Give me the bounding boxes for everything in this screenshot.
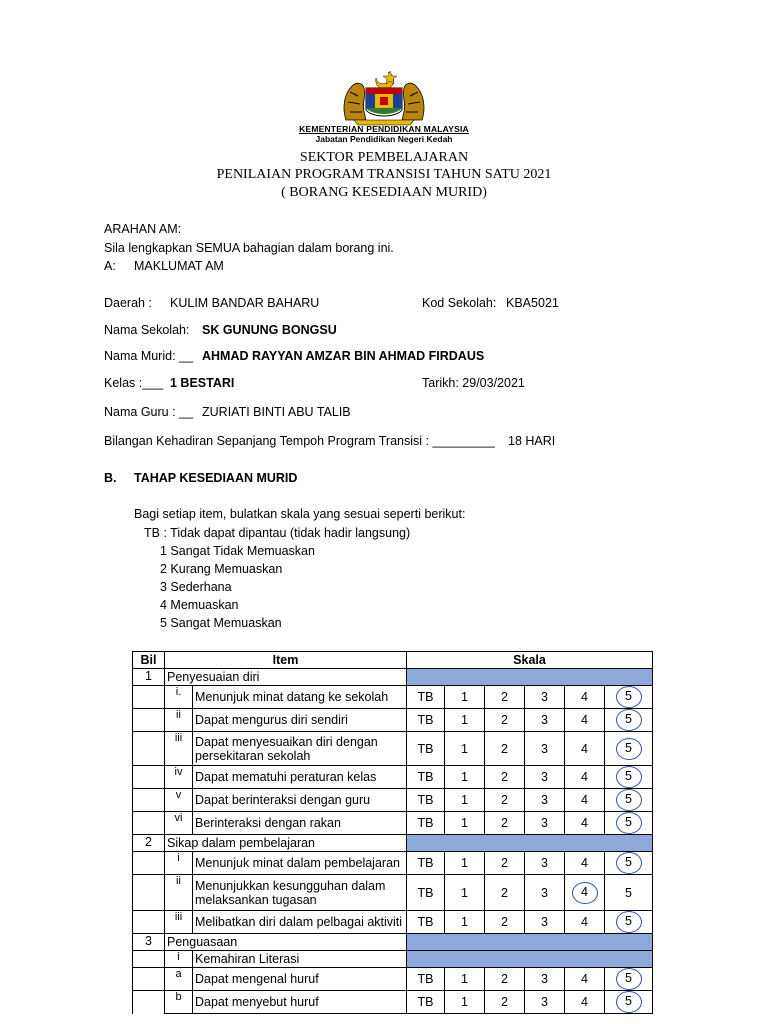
bil-spacer bbox=[133, 732, 165, 766]
selected-circle: 5 bbox=[616, 852, 642, 874]
scale-label: 3 bbox=[541, 741, 548, 756]
scale-cell-5[interactable] bbox=[605, 709, 653, 732]
scale-cell-3[interactable] bbox=[525, 852, 565, 875]
scale-label: TB bbox=[417, 995, 434, 1009]
bil-spacer bbox=[133, 911, 165, 934]
kelas-value: 1 BESTARI bbox=[170, 376, 235, 390]
scale-cell-3[interactable] bbox=[525, 875, 565, 911]
department-name: Jabatan Pendidikan Negeri Kedah bbox=[315, 134, 453, 144]
scale-label: 2 bbox=[501, 885, 508, 900]
murid-value: AHMAD RAYYAN AMZAR BIN AHMAD FIRDAUS bbox=[202, 349, 485, 363]
bil-spacer bbox=[133, 951, 165, 968]
header-skala: Skala bbox=[407, 652, 653, 669]
scale-label: TB bbox=[417, 885, 434, 900]
header-bil: Bil bbox=[133, 652, 165, 669]
item-text: Dapat menyesuaikan diri dengan persekitaran sekolah bbox=[193, 732, 407, 766]
table-row bbox=[133, 686, 653, 709]
scale-cell-tb[interactable] bbox=[407, 709, 445, 732]
scale-cell-tb[interactable] bbox=[407, 991, 445, 1014]
bil-number: 1 bbox=[133, 669, 165, 686]
scale-label: 2 bbox=[501, 915, 508, 929]
scale-cell-5[interactable] bbox=[605, 766, 653, 789]
scale-cell-2[interactable] bbox=[485, 686, 525, 709]
scale-cell-tb[interactable] bbox=[407, 852, 445, 875]
sub-number: v bbox=[165, 789, 193, 812]
sub-number: a bbox=[165, 968, 193, 991]
scale-cell-1[interactable] bbox=[445, 789, 485, 812]
scale-label: TB bbox=[417, 741, 434, 756]
scale-label: 4 bbox=[581, 915, 588, 929]
scale-label: 3 bbox=[541, 713, 548, 727]
sub-number: i bbox=[165, 852, 193, 875]
scale-legend-4: 4 Memuaskan bbox=[160, 598, 239, 612]
tarikh-text: Tarikh: 29/03/2021 bbox=[422, 376, 525, 390]
bil-spacer bbox=[133, 968, 165, 991]
selected-circle: 5 bbox=[616, 789, 642, 811]
item-text: Dapat menyebut huruf bbox=[193, 991, 407, 1014]
scale-label: TB bbox=[417, 915, 434, 929]
scale-cell-5[interactable] bbox=[605, 852, 653, 875]
group-shade bbox=[407, 669, 653, 686]
item-text: Dapat mengurus diri sendiri bbox=[193, 709, 407, 732]
scale-cell-1[interactable] bbox=[445, 709, 485, 732]
scale-label: 1 bbox=[461, 770, 468, 784]
daerah-label: Daerah : bbox=[104, 296, 152, 310]
bil-spacer bbox=[133, 789, 165, 812]
scale-cell-3[interactable] bbox=[525, 968, 565, 991]
scale-legend-tb: TB : Tidak dapat dipantau (tidak hadir langsung) bbox=[144, 526, 411, 540]
bil-spacer bbox=[133, 766, 165, 789]
scale-cell-1[interactable] bbox=[445, 875, 485, 911]
kehadiran-label: Bilangan Kehadiran Sepanjang Tempoh Program Transisi : _________ bbox=[104, 434, 496, 448]
table-row bbox=[133, 812, 653, 835]
scale-cell-2[interactable] bbox=[485, 812, 525, 835]
scale-cell-4[interactable] bbox=[565, 709, 605, 732]
item-text: Menunjuk minat dalam pembelajaran bbox=[193, 852, 407, 875]
item-text: Berinteraksi dengan rakan bbox=[193, 812, 407, 835]
murid-label: Nama Murid: __ bbox=[104, 349, 193, 363]
scale-cell-3[interactable] bbox=[525, 732, 565, 766]
scale-label: 2 bbox=[501, 972, 508, 986]
scale-cell-1[interactable] bbox=[445, 911, 485, 934]
assessment-table bbox=[132, 651, 653, 1014]
bil-spacer bbox=[133, 709, 165, 732]
scale-label: TB bbox=[417, 690, 434, 704]
header-item: Item bbox=[165, 652, 407, 669]
scale-cell-1[interactable] bbox=[445, 766, 485, 789]
sub-number: b bbox=[165, 991, 193, 1014]
table-row bbox=[133, 789, 653, 812]
scale-label: 3 bbox=[541, 793, 548, 807]
scale-cell-5[interactable] bbox=[605, 732, 653, 766]
scale-cell-4[interactable] bbox=[565, 911, 605, 934]
table-row bbox=[133, 732, 653, 766]
sub-number: ii bbox=[165, 875, 193, 911]
item-text: Melibatkan diri dalam pelbagai aktiviti bbox=[193, 911, 407, 934]
bil-spacer bbox=[133, 991, 165, 1014]
selected-circle: 5 bbox=[616, 812, 642, 834]
section-b-title: TAHAP KESEDIAAN MURID bbox=[134, 471, 298, 485]
scale-cell-1[interactable] bbox=[445, 852, 485, 875]
scale-legend-3: 3 Sederhana bbox=[160, 580, 232, 594]
scale-cell-2[interactable] bbox=[485, 875, 525, 911]
bil-spacer bbox=[133, 686, 165, 709]
scale-cell-4[interactable] bbox=[565, 968, 605, 991]
group-row bbox=[133, 669, 653, 686]
scale-cell-4[interactable] bbox=[565, 732, 605, 766]
group-title: Penguasaan bbox=[165, 934, 407, 951]
sub-number: i. bbox=[165, 686, 193, 709]
ministry-name: KEMENTERIAN PENDIDIKAN MALAYSIA bbox=[299, 124, 469, 134]
scale-label: 2 bbox=[501, 856, 508, 870]
scale-label: 4 bbox=[581, 972, 588, 986]
scale-label: 4 bbox=[581, 713, 588, 727]
scale-label: 3 bbox=[541, 972, 548, 986]
scale-cell-2[interactable] bbox=[485, 732, 525, 766]
scale-cell-4[interactable] bbox=[565, 852, 605, 875]
item-text: Dapat mengenal huruf bbox=[193, 968, 407, 991]
daerah-value: KULIM BANDAR BAHARU bbox=[170, 296, 320, 310]
scale-cell-4[interactable] bbox=[565, 991, 605, 1014]
group-title: Sikap dalam pembelajaran bbox=[165, 835, 407, 852]
scale-cell-3[interactable] bbox=[525, 686, 565, 709]
item-text: Menunjukkan kesungguhan dalam melaksankan tugasan bbox=[193, 875, 407, 911]
scale-cell-tb[interactable] bbox=[407, 968, 445, 991]
kod-label: Kod Sekolah: bbox=[422, 296, 497, 310]
sub-number: vi bbox=[165, 812, 193, 835]
scale-cell-3[interactable] bbox=[525, 789, 565, 812]
scale-label: 4 bbox=[581, 741, 588, 756]
table-row bbox=[133, 852, 653, 875]
scale-legend-5: 5 Sangat Memuaskan bbox=[160, 616, 282, 630]
kehadiran-value: 18 HARI bbox=[508, 434, 556, 448]
subgroup-row bbox=[133, 951, 653, 968]
group-shade bbox=[407, 934, 653, 951]
scale-label: 1 bbox=[461, 816, 468, 830]
scale-cell-5[interactable] bbox=[605, 911, 653, 934]
scale-label: 3 bbox=[541, 856, 548, 870]
kelas-label: Kelas :___ bbox=[104, 376, 164, 390]
item-text: Dapat mematuhi peraturan kelas bbox=[193, 766, 407, 789]
selected-circle: 5 bbox=[616, 709, 642, 731]
scale-cell-1[interactable] bbox=[445, 686, 485, 709]
sub-number: i bbox=[165, 951, 193, 968]
scale-cell-tb[interactable] bbox=[407, 911, 445, 934]
scale-label: 3 bbox=[541, 995, 548, 1009]
scale-label: 4 bbox=[581, 793, 588, 807]
scale-label: 3 bbox=[541, 690, 548, 704]
scale-label: 2 bbox=[501, 995, 508, 1009]
table-row bbox=[133, 911, 653, 934]
scale-label: 4 bbox=[581, 690, 588, 704]
scale-cell-1[interactable] bbox=[445, 968, 485, 991]
scale-label: 4 bbox=[581, 816, 588, 830]
scale-label: 3 bbox=[541, 885, 548, 900]
scale-cell-3[interactable] bbox=[525, 766, 565, 789]
scale-label: TB bbox=[417, 713, 434, 727]
section-a-title: MAKLUMAT AM bbox=[134, 259, 224, 273]
scale-label: TB bbox=[417, 770, 434, 784]
scale-label: TB bbox=[417, 972, 434, 986]
scale-label: 1 bbox=[461, 856, 468, 870]
scale-cell-2[interactable] bbox=[485, 852, 525, 875]
scale-cell-1[interactable] bbox=[445, 991, 485, 1014]
scale-label: 3 bbox=[541, 816, 548, 830]
group-row bbox=[133, 934, 653, 951]
doc-title-1: SEKTOR PEMBELAJARAN bbox=[299, 150, 469, 165]
bil-number: 2 bbox=[133, 835, 165, 852]
scale-cell-3[interactable] bbox=[525, 812, 565, 835]
sub-number: iii bbox=[165, 732, 193, 766]
scale-label: 1 bbox=[461, 885, 468, 900]
subgroup-shade bbox=[407, 951, 653, 968]
arahan-text: Sila lengkapkan SEMUA bahagian dalam borang ini. bbox=[104, 241, 394, 255]
scale-cell-3[interactable] bbox=[525, 709, 565, 732]
section-b-instruction: Bagi setiap item, bulatkan skala yang sesuai seperti berikut: bbox=[134, 507, 466, 521]
item-text: Dapat berinteraksi dengan guru bbox=[193, 789, 407, 812]
item-text: Menunjuk minat datang ke sekolah bbox=[193, 686, 407, 709]
scale-legend-1: 1 Sangat Tidak Memuaskan bbox=[160, 544, 315, 558]
scale-cell-tb[interactable] bbox=[407, 766, 445, 789]
selected-circle: 4 bbox=[572, 882, 598, 904]
guru-label: Nama Guru : __ bbox=[104, 405, 193, 419]
scale-cell-5[interactable] bbox=[605, 686, 653, 709]
scale-cell-2[interactable] bbox=[485, 766, 525, 789]
scale-label: 2 bbox=[501, 816, 508, 830]
scale-label: 1 bbox=[461, 690, 468, 704]
section-b-letter: B. bbox=[104, 471, 117, 485]
crest-logo bbox=[336, 68, 432, 126]
scale-cell-3[interactable] bbox=[525, 991, 565, 1014]
selected-circle: 5 bbox=[616, 968, 642, 990]
table-row bbox=[133, 875, 653, 911]
scale-label: 1 bbox=[461, 793, 468, 807]
scale-label: 2 bbox=[501, 793, 508, 807]
kod-value: KBA5021 bbox=[506, 296, 559, 310]
bil-spacer bbox=[133, 852, 165, 875]
scale-cell-4[interactable] bbox=[565, 789, 605, 812]
subgroup-title: Kemahiran Literasi bbox=[193, 951, 407, 968]
scale-label: 2 bbox=[501, 690, 508, 704]
scale-label: 1 bbox=[461, 972, 468, 986]
table-body bbox=[133, 669, 653, 1014]
scale-label: 1 bbox=[461, 995, 468, 1009]
scale-cell-tb[interactable] bbox=[407, 732, 445, 766]
scale-cell-2[interactable] bbox=[485, 991, 525, 1014]
scale-cell-4[interactable] bbox=[565, 875, 605, 911]
selected-circle: 5 bbox=[616, 686, 642, 708]
scale-cell-1[interactable] bbox=[445, 732, 485, 766]
scale-label: 2 bbox=[501, 770, 508, 784]
group-title: Penyesuaian diri bbox=[165, 669, 407, 686]
doc-title-3: ( BORANG KESEDIAAN MURID) bbox=[281, 185, 487, 200]
scale-cell-5[interactable] bbox=[605, 968, 653, 991]
scale-cell-3[interactable] bbox=[525, 911, 565, 934]
scale-label: TB bbox=[417, 816, 434, 830]
table-header-row bbox=[133, 652, 653, 669]
scale-label: 4 bbox=[581, 770, 588, 784]
scale-cell-2[interactable] bbox=[485, 968, 525, 991]
bil-spacer bbox=[133, 812, 165, 835]
scale-cell-tb[interactable] bbox=[407, 812, 445, 835]
table-row bbox=[133, 766, 653, 789]
selected-circle: 5 bbox=[616, 911, 642, 933]
scale-cell-5[interactable] bbox=[605, 991, 653, 1014]
scale-cell-4[interactable] bbox=[565, 686, 605, 709]
selected-circle: 5 bbox=[616, 766, 642, 788]
scale-label: 4 bbox=[581, 995, 588, 1009]
scale-cell-tb[interactable] bbox=[407, 686, 445, 709]
scale-label: 2 bbox=[501, 713, 508, 727]
bil-spacer bbox=[133, 875, 165, 911]
scale-cell-2[interactable] bbox=[485, 709, 525, 732]
scale-cell-4[interactable] bbox=[565, 766, 605, 789]
scale-label: 1 bbox=[461, 741, 468, 756]
sub-number: iv bbox=[165, 766, 193, 789]
scale-cell-1[interactable] bbox=[445, 812, 485, 835]
arahan-heading: ARAHAN AM: bbox=[104, 222, 182, 236]
table-row bbox=[133, 991, 653, 1014]
scale-cell-2[interactable] bbox=[485, 911, 525, 934]
selected-circle: 5 bbox=[616, 738, 642, 760]
scale-cell-5[interactable] bbox=[605, 875, 653, 911]
doc-title-2: PENILAIAN PROGRAM TRANSISI TAHUN SATU 2021 bbox=[216, 167, 552, 182]
scale-label: 3 bbox=[541, 915, 548, 929]
scale-label: 3 bbox=[541, 770, 548, 784]
scale-label: 5 bbox=[625, 885, 632, 900]
sub-number: ii bbox=[165, 709, 193, 732]
bil-number: 3 bbox=[133, 934, 165, 951]
scale-label: TB bbox=[417, 856, 434, 870]
scale-label: 1 bbox=[461, 713, 468, 727]
scale-label: TB bbox=[417, 793, 434, 807]
scale-cell-5[interactable] bbox=[605, 812, 653, 835]
table-row bbox=[133, 709, 653, 732]
scale-cell-5[interactable] bbox=[605, 789, 653, 812]
scale-label: 1 bbox=[461, 915, 468, 929]
scale-cell-4[interactable] bbox=[565, 812, 605, 835]
scale-cell-2[interactable] bbox=[485, 789, 525, 812]
scale-cell-tb[interactable] bbox=[407, 789, 445, 812]
section-a-letter: A: bbox=[104, 259, 116, 273]
group-shade bbox=[407, 835, 653, 852]
table-row bbox=[133, 968, 653, 991]
group-row bbox=[133, 835, 653, 852]
scale-legend-2: 2 Kurang Memuaskan bbox=[160, 562, 283, 576]
sub-number: iii bbox=[165, 911, 193, 934]
guru-value: ZURIATI BINTI ABU TALIB bbox=[202, 405, 351, 419]
scale-label: 2 bbox=[501, 741, 508, 756]
sekolah-label: Nama Sekolah: bbox=[104, 323, 190, 337]
scale-label: 4 bbox=[581, 856, 588, 870]
selected-circle: 5 bbox=[616, 991, 642, 1013]
scale-cell-tb[interactable] bbox=[407, 875, 445, 911]
sekolah-value: SK GUNUNG BONGSU bbox=[202, 323, 337, 337]
